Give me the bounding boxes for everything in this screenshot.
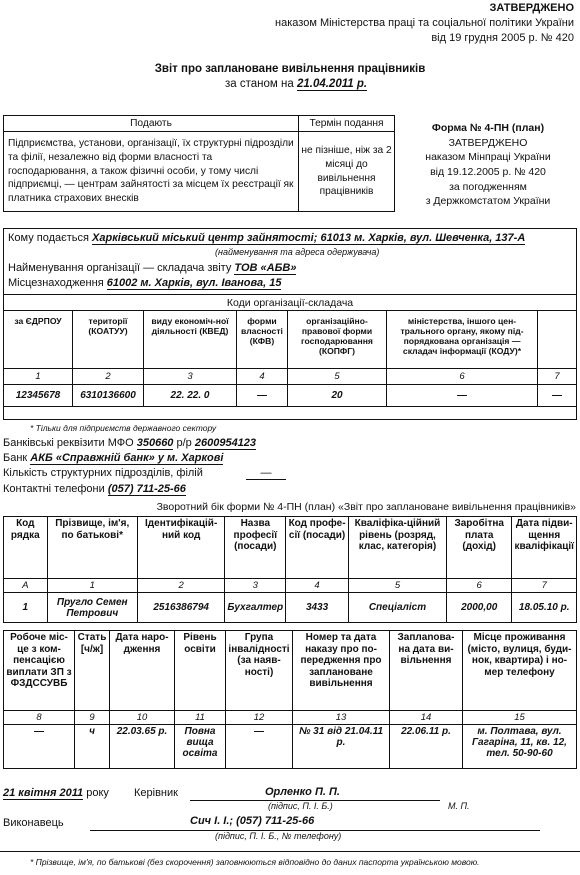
employee-value: Спеціаліст [348,593,446,623]
approval-line-1: наказом Міністерства праці та соціальної політики України [275,17,574,29]
employee-value: Бухгалтер [225,593,286,623]
recipient-hint: (найменування та адреса одержувача) [215,247,380,257]
form-box-line: ЗАТВЕРДЖЕНО [448,136,528,149]
employee-number: 2 [137,579,225,593]
release-value: 22.03.65 р. [110,725,175,769]
signature-date-suffix: року [86,787,109,799]
account-value: 2600954123 [194,437,257,449]
executor-hint: (підпис, П. І. Б., № телефону) [215,831,342,841]
codes-header: організаційно-правової форми господарювання (КОПФГ) [288,311,387,369]
recipient-label: Кому подається [8,232,89,244]
signature-date: 21 квітня 2011 [3,787,84,799]
head-label: Керівник [134,787,178,799]
form-box-line: за погодженням [449,180,527,193]
executor-label: Виконавець [3,817,64,829]
employee-number: 1 [47,579,137,593]
employee-table [3,516,577,623]
release-value: — [226,725,293,769]
release-number: 11 [175,711,226,725]
codes-header: території (КОАТУУ) [73,311,144,369]
bank-label: Банк [3,452,28,464]
codes-table [3,294,577,407]
form-box-line: з Держкомстатом України [425,195,551,208]
signature-date-line [3,787,109,799]
codes-value: 6310136600 [73,385,144,407]
bottom-footnote: * Прізвище, ім'я, по батькові (без скорочення) заповнюються відповідно до даних паспорта українською мовою. [30,857,480,867]
approval-title: ЗАТВЕРДЖЕНО [489,2,574,14]
employee-value: 2000,00 [446,593,512,623]
head-hint: (підпис, П. І. Б.) [268,801,333,811]
release-header: Дата наро-дження [110,631,175,711]
employee-header: Прізвище, ім'я, по батькові* [47,517,137,579]
submit-col1-header: Подають [4,116,299,132]
codes-header [538,311,577,369]
employee-header: Заробітна плата (дохід) [446,517,512,579]
release-value: 22.06.11 р. [390,725,463,769]
location-value: 61002 м. Харків, вул. Іванова, 15 [106,277,282,289]
mfo-label: Банківські реквізити МФО [3,437,134,449]
form-box-line: наказом Мінпраці України [425,151,551,164]
employee-header: Назва професії (посади) [225,517,286,579]
bank-value: АКБ «Справжній банк» у м. Харкові [30,452,224,464]
employee-value: 2516386794 [137,593,225,623]
account-label: р/р [176,437,192,449]
employee-header: Дата підви-щення кваліфікації [512,517,577,579]
report-title: Звіт про заплановане вивільнення працівників [154,63,426,75]
employee-number: 6 [446,579,512,593]
units-line [3,467,286,480]
employee-number: 4 [286,579,349,593]
release-header: Місце проживання (місто, вулиця, буди-нок, квартира) і но-мер телефону [463,631,577,711]
codes-title: Коди організації-складача [4,295,577,311]
release-header: Номер та дата наказу про по-передження про заплановане вивільнення [293,631,390,711]
release-number: 8 [4,711,75,725]
release-value: № 31 від 21.04.11 р. [293,725,390,769]
release-header: Заплanова-на дата ви-вільнення [390,631,463,711]
mfo-value: 350660 [136,437,174,449]
org-line [8,262,296,274]
release-table [3,630,577,769]
employee-number: 7 [512,579,577,593]
report-date [225,78,367,90]
org-label: Найменування організації — складача звіту [8,262,232,274]
codes-number: 3 [144,369,237,385]
release-number: 14 [390,711,463,725]
codes-header: виду економіч-ної діяльності (КВЕД) [144,311,237,369]
phone-label: Контактні телефони [3,483,105,495]
location-line [8,277,281,289]
reverse-title: Зворотний бік форми № 4-ПН (план) «Звіт про заплановане вивільнення працівників» [156,501,576,513]
executor-line [90,817,540,831]
codes-number: 1 [4,369,73,385]
codes-value: 12345678 [4,385,73,407]
employee-header: Код рядка [4,517,48,579]
phone-value: (057) 711-25-66 [107,483,186,495]
bank-mfo-line [3,437,256,449]
employee-number: А [4,579,48,593]
release-value: м. Полтава, вул. Гагаріна, 11, кв. 12, тел. 50-90-60 [463,725,577,769]
units-label: Кількість структурних підрозділів, філій [3,467,203,479]
employee-value: 3433 [286,593,349,623]
codes-footnote: * Тільки для підприємств державного сектору [30,423,217,433]
codes-header: форми власності (КФВ) [237,311,288,369]
codes-number: 5 [288,369,387,385]
codes-number: 4 [237,369,288,385]
org-value: ТОВ «АБВ» [234,262,297,274]
recipient-line [8,232,525,244]
submit-col1-text: Підприємства, установи, організації, їх структурні підрозділи та філії, незалежно від форми власності та господарювання, а також фізичні особи, у тому числі підприємці, — центрам зайнятості за місцем їх реєстрації як платника страхових внесків [4,132,299,212]
release-header: Рівень освіти [175,631,226,711]
codes-value: 22. 22. 0 [144,385,237,407]
release-header: Робоче міс-це з ком-пенсацією виплати ЗП з ФЗДССУВБ [4,631,75,711]
release-number: 15 [463,711,577,725]
form-box-line: від 19.12.2005 р. № 420 [430,166,546,179]
codes-number: 7 [538,369,577,385]
codes-value: — [387,385,538,407]
employee-header: Код профе-сії (посади) [286,517,349,579]
employee-header: Ідентифікацій-ний код [137,517,225,579]
approval-line-2: від 19 грудня 2005 р. № 420 [431,32,574,44]
codes-value: 20 [288,385,387,407]
employee-header: Кваліфіка-ційний рівень (розряд, клас, категорія) [348,517,446,579]
location-label: Місцезнаходження [8,277,104,289]
submit-col2-text: не пізніше, ніж за 2 місяці до вивільнення працівників [299,132,395,212]
codes-value: — [538,385,577,407]
form-box-title: Форма № 4-ПН (план) [431,122,545,134]
release-number: 10 [110,711,175,725]
executor-value: Сич І. І.; (057) 711-25-66 [190,815,315,827]
recipient-value: Харківський міський центр зайнятості; 61013 м. Харків, вул. Шевченка, 137-А [92,232,526,244]
form-box [398,121,578,209]
submit-table [3,115,395,212]
divider [0,851,580,852]
report-date-prefix: за станом на [225,78,294,90]
codes-header: за ЄДРПОУ [4,311,73,369]
codes-number: 2 [73,369,144,385]
release-header: Група інвалідності (за наяв-ності) [226,631,293,711]
employee-value: 1 [4,593,48,623]
employee-number: 5 [348,579,446,593]
employee-number: 3 [225,579,286,593]
head-value: Орленко П. П. [265,786,340,798]
phone-line [3,483,186,495]
release-value: Повна вища освіта [175,725,226,769]
submit-col2-header: Термін подання [299,116,395,132]
release-number: 13 [293,711,390,725]
release-number: 9 [75,711,110,725]
release-number: 12 [226,711,293,725]
stamp-label: М. П. [448,801,470,811]
release-value: ч [75,725,110,769]
release-value: — [4,725,75,769]
codes-number: 6 [387,369,538,385]
report-date-value: 21.04.2011 р. [296,78,368,90]
release-header: Стать [ч/ж] [75,631,110,711]
units-value: — [246,467,286,480]
codes-header: міністерства, іншого цен-трального органу, якому під-порядкована організація — складач інформації (КОДУ)* [387,311,538,369]
bank-name-line [3,452,223,464]
codes-value: — [237,385,288,407]
employee-value: 18.05.10 р. [512,593,577,623]
employee-value: Пругло Семен Петрович [47,593,137,623]
